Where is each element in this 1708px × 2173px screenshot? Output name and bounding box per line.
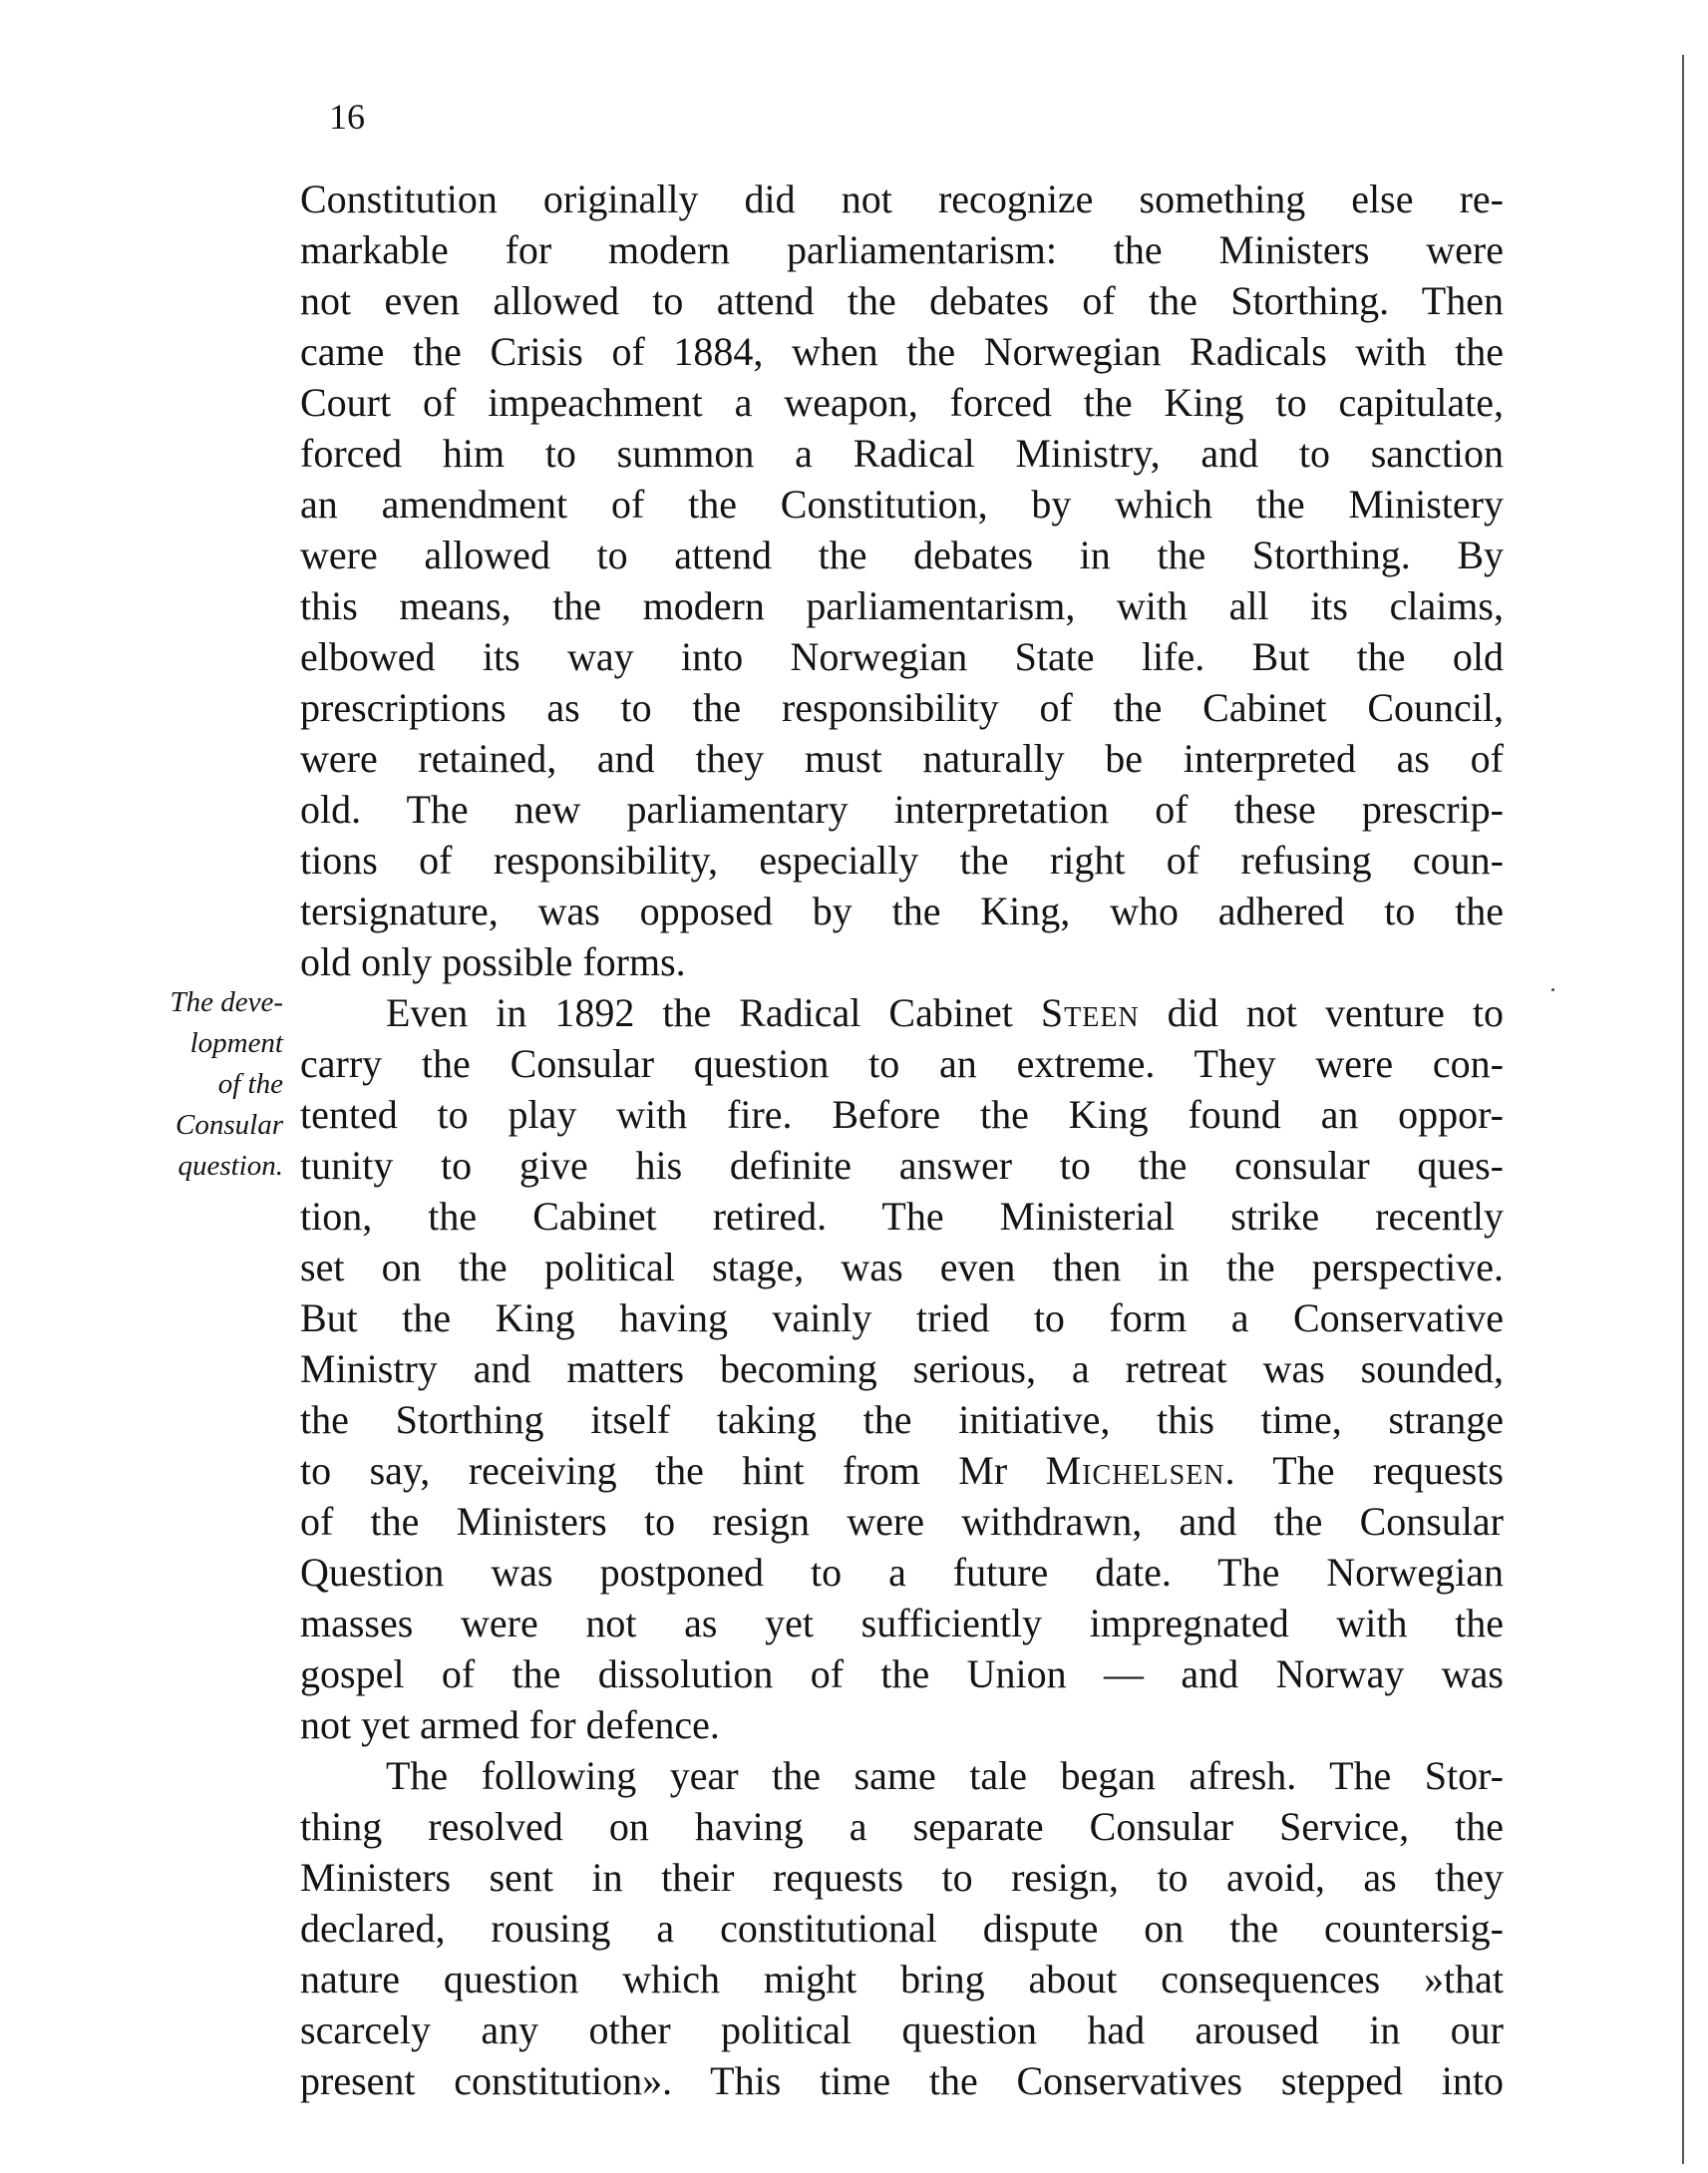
text-line (300, 224, 1504, 275)
text-segment: scarcely any other political question had aroused in our (300, 2007, 1504, 2052)
text-segment: The following year the same tale began afresh. The Stor- (386, 1753, 1504, 1798)
text-segment: old. The new parliamentary interpretation of these prescrip- (300, 787, 1504, 832)
text-line (300, 1954, 1504, 2004)
small-caps-name: Steen (1040, 990, 1140, 1035)
text-segment: set on the political stage, was even then in the perspective. (300, 1245, 1504, 1289)
small-caps-name: Michelsen (1045, 1448, 1225, 1493)
text-line (300, 1750, 1504, 1801)
paragraph (300, 987, 1504, 1750)
margin-note-line: The deve- (170, 986, 283, 1018)
text-segment: markable for modern parliamentarism: the Ministers were (300, 227, 1504, 272)
text-segment: tersignature, was opposed by the King, who adhered to the (300, 889, 1504, 933)
text-line (300, 275, 1504, 326)
text-segment: were retained, and they must naturally be interpreted as of (300, 736, 1504, 781)
text-segment: Ministry and matters becoming serious, a retreat was sounded, (300, 1346, 1504, 1391)
text-segment: Court of impeachment a weapon, forced the King to capitulate, (300, 380, 1504, 425)
text-line (300, 1699, 1504, 1750)
text-line (300, 936, 1504, 987)
text-line (300, 530, 1504, 580)
text-segment: not yet armed for defence. (300, 1702, 720, 1747)
text-segment: tion, the Cabinet retired. The Ministerial strike recently (300, 1194, 1504, 1239)
text-segment: Ministers sent in their requests to resign, to avoid, as they (300, 1855, 1504, 1900)
scan-page-edge-line (1682, 55, 1684, 2164)
text-line (300, 2055, 1504, 2106)
text-line (300, 1852, 1504, 1903)
paragraph (300, 1750, 1504, 2106)
text-line (300, 428, 1504, 479)
text-line (300, 733, 1504, 784)
text-line (300, 987, 1504, 1038)
text-line (300, 1394, 1504, 1445)
text-segment: did not venture to (1139, 990, 1504, 1035)
text-segment: declared, rousing a constitutional dispute on the countersig- (300, 1906, 1504, 1951)
text-line (300, 326, 1504, 377)
text-segment: tented to play with fire. Before the King found an oppor- (300, 1092, 1504, 1137)
text-segment: came the Crisis of 1884, when the Norwegian Radicals with the (300, 329, 1504, 374)
margin-note-line: question. (177, 1150, 283, 1182)
text-segment: nature question which might bring about consequences »that (300, 1957, 1504, 2001)
text-line (300, 377, 1504, 428)
text-segment: the Storthing itself taking the initiative, this time, strange (300, 1397, 1504, 1442)
text-segment: Constitution originally did not recognize something else re- (300, 177, 1504, 221)
page-number: 16 (329, 97, 365, 137)
text-segment: not even allowed to attend the debates of the Storthing. Then (300, 278, 1504, 323)
text-segment: prescriptions as to the responsibility of the Cabinet Council, (300, 685, 1504, 730)
text-segment: to say, receiving the hint from Mr (300, 1448, 1046, 1493)
text-segment: But the King having vainly tried to form a Conservative (300, 1295, 1504, 1340)
body-text (300, 174, 1504, 2106)
text-line (300, 1038, 1504, 1089)
text-line (300, 2004, 1504, 2055)
text-line (300, 1292, 1504, 1343)
text-segment: elbowed its way into Norwegian State life. But the old (300, 634, 1504, 679)
text-line (300, 784, 1504, 835)
text-segment: old only possible forms. (300, 939, 686, 984)
text-line (300, 1547, 1504, 1598)
text-segment: tunity to give his definite answer to the consular ques- (300, 1143, 1504, 1188)
text-line (300, 1801, 1504, 1852)
text-line (300, 1496, 1504, 1547)
text-line (300, 835, 1504, 886)
text-line (300, 174, 1504, 224)
text-line (300, 1598, 1504, 1648)
text-segment: tions of responsibility, especially the right of refusing coun- (300, 838, 1504, 883)
margin-note-line: Consular (175, 1109, 283, 1141)
text-segment: forced him to summon a Radical Ministry, and to sanction (300, 431, 1504, 476)
text-line (300, 1343, 1504, 1394)
text-segment: . The requests (1224, 1448, 1504, 1493)
text-line (300, 1445, 1504, 1496)
text-segment: Question was postponed to a future date. The Norwegian (300, 1550, 1504, 1595)
text-line (300, 479, 1504, 530)
text-line (300, 631, 1504, 682)
text-segment: masses were not as yet sufficiently impregnated with the (300, 1601, 1504, 1645)
text-line (300, 1089, 1504, 1140)
margin-note-line: of the (217, 1068, 283, 1100)
text-line (300, 1903, 1504, 1954)
scan-speck (1551, 988, 1554, 991)
text-segment: Even in 1892 the Radical Cabinet (386, 990, 1041, 1035)
text-segment: an amendment of the Constitution, by which the Ministery (300, 482, 1504, 527)
text-segment: of the Ministers to resign were withdrawn, and the Consular (300, 1499, 1504, 1544)
text-segment: present constitution». This time the Conservatives stepped into (300, 2058, 1504, 2103)
text-line (300, 1191, 1504, 1242)
text-line (300, 682, 1504, 733)
margin-note-line: lopment (189, 1027, 283, 1059)
paragraph (300, 174, 1504, 987)
text-segment: carry the Consular question to an extreme. They were con- (300, 1041, 1504, 1086)
text-line (300, 580, 1504, 631)
text-line (300, 1242, 1504, 1292)
text-segment: gospel of the dissolution of the Union — and Norway was (300, 1651, 1504, 1696)
text-line (300, 886, 1504, 936)
text-segment: thing resolved on having a separate Consular Service, the (300, 1804, 1504, 1849)
text-segment: were allowed to attend the debates in the Storthing. By (300, 533, 1504, 577)
margin-note (130, 982, 283, 1187)
text-line (300, 1140, 1504, 1191)
text-segment: this means, the modern parliamentarism, with all its claims, (300, 583, 1504, 628)
text-line (300, 1648, 1504, 1699)
